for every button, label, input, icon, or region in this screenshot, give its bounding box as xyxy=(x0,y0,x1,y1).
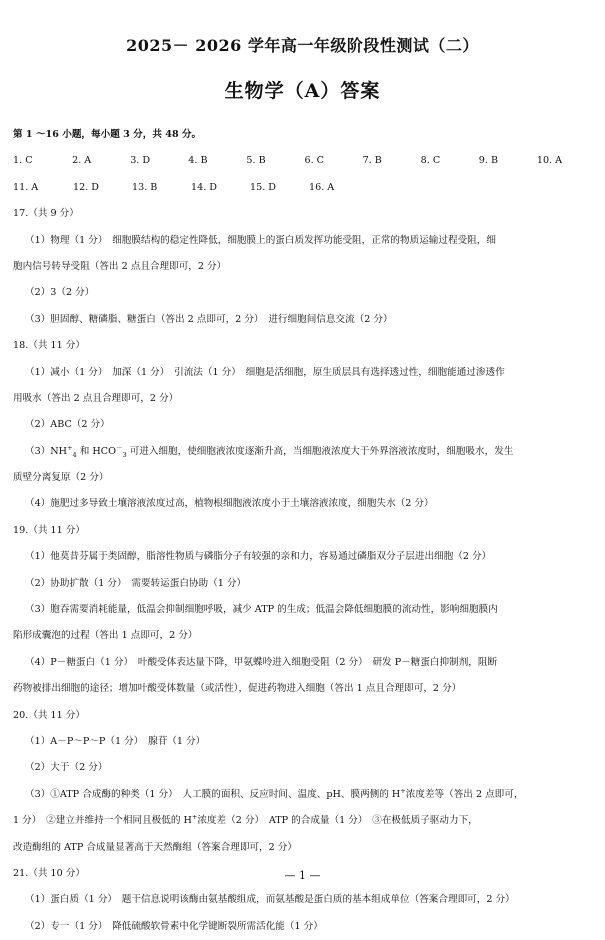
q18-line: （2）ABC（2 分） xyxy=(25,419,110,431)
mc-answer: 11. A xyxy=(13,181,39,193)
mc-answer: 15. D xyxy=(250,181,276,193)
q19-line: 药物被排出细胞的途径；增加叶酸受体数量（或活性），促进药物进入细胞（答出 1 点且合理即可，2 分） xyxy=(13,683,462,695)
q20-heading: 20.（共 11 分） xyxy=(13,709,85,721)
mc-answer: 12. D xyxy=(73,181,99,193)
ion-charge: + xyxy=(191,812,198,821)
q17-heading: 17.（共 9 分） xyxy=(13,208,79,220)
q17-line: （2）3（2 分） xyxy=(25,287,95,299)
q19-line: （4）P－糖蛋白（1 分） 叶酸受体表达量下降，甲氨蝶呤进入细胞受阻（2 分） 研发 P－糖蛋白抑制剂，阻断 xyxy=(25,656,498,668)
q17-line: （3）胆固醇、糖磷脂、糖蛋白（答出 2 点即可，2 分） 进行细胞间信息交流（2 分） xyxy=(25,313,393,325)
q20-text: 1 分） ②建立并维持一个相同且极低的 H xyxy=(13,815,192,827)
q21-line: （2）专一（1 分） 降低硫酸软骨素中化学键断裂所需活化能（1 分） xyxy=(25,920,323,932)
q19-heading: 19.（共 11 分） xyxy=(13,524,85,536)
mc-answer: 8. C xyxy=(420,155,441,167)
q19-line: （1）他莫昔芬属于类固醇，脂溶性物质与磷脂分子有较强的亲和力，容易通过磷脂双分子层进出细胞（2 分） xyxy=(25,551,492,563)
ion-charge: + xyxy=(67,443,73,452)
mc-answer: 4. B xyxy=(188,155,208,167)
q18-heading: 18.（共 11 分） xyxy=(13,340,85,352)
q19-line: （2）协助扩散（1 分） 需要转运蛋白协助（1 分） xyxy=(25,577,247,589)
mc-answer: 16. A xyxy=(309,181,335,193)
mc-answer: 7. B xyxy=(362,155,382,167)
exam-title: 2025－ 2026 学年高一年级阶段性测试（二） xyxy=(126,36,479,55)
q19-line: 陷形成囊泡的过程（答出 1 点即可，2 分） xyxy=(13,630,198,642)
ion-subscript: 3 xyxy=(122,450,127,459)
q20-text: 浓度差等（答出 2 点即可， xyxy=(405,788,524,800)
mc-answer: 9. B xyxy=(478,155,499,167)
q17-line: （1）物理（1 分） 细胞膜结构的稳定性降低，细胞膜上的蛋白质发挥功能受阻，正常的物质运输过程受阻，细 xyxy=(25,234,496,246)
ion-subscript: 4 xyxy=(72,450,77,459)
mc-answer: 3. D xyxy=(130,155,151,167)
q18-line: （1）减小（1 分） 加深（1 分） 引流法（1 分） 细胞是活细胞，原生质层具有选择透过性，细胞能通过渗透作 xyxy=(25,366,505,378)
q17-line: 胞内信号转导受阻（答出 2 点且合理即可，2 分） xyxy=(13,260,227,272)
q18-text: 可进入细胞，使细胞液浓度逐渐升高，当细胞液浓度大于外界溶液浓度时，细胞吸水，发生 xyxy=(129,445,514,457)
q20-line-formula xyxy=(13,782,595,808)
mc-answer: 1. C xyxy=(13,155,33,167)
q20-line: （1）A－P～P～P（1 分） 腺苷（1 分） xyxy=(25,735,206,747)
answer-content xyxy=(13,122,595,940)
mc-row-1 xyxy=(13,148,595,174)
q18-line: 用吸水（答出 2 点且合理即可，2 分） xyxy=(13,392,179,404)
q21-heading: 21.（共 10 分） xyxy=(13,867,85,879)
q21-line: （1）蛋白质（1 分） 题干信息说明该酶由氨基酸组成，而氨基酸是蛋白质的基本组成单位（答案合理即可，2 分） xyxy=(25,894,515,906)
mc-answer: 10. A xyxy=(536,155,563,167)
mc-answer: 5. B xyxy=(246,155,266,167)
q19-line: （3）胞吞需要消耗能量，低温会抑制细胞呼吸，减少 ATP 的生成；低温会降低细胞膜的流动性，影响细胞膜内 xyxy=(25,604,498,616)
q20-text: （3）①ATP 合成酶的种类（1 分） 人工膜的面积、反应时间、温度、pH、膜两侧的 H xyxy=(25,788,401,800)
mc-answer: 6. C xyxy=(304,155,325,167)
mc-answer: 2. A xyxy=(72,155,92,167)
q18-text: 和 HCO xyxy=(79,445,116,457)
subject-answer-title: 生物学（A）答案 xyxy=(224,80,381,102)
q20-line: （2）大于（2 分） xyxy=(25,762,108,774)
ion-charge: － xyxy=(115,443,123,452)
q18-line: （4）施肥过多导致土壤溶液浓度过高，植物根细胞液浓度小于土壤溶液浓度，细胞失水（2 分） xyxy=(25,498,434,510)
mc-answer: 14. D xyxy=(191,181,217,193)
q20-text: 浓度差（2 分） ATP 的合成量（1 分） ③在极低质子驱动力下， xyxy=(197,815,478,827)
q20-line: 改造酶组的 ATP 合成量显著高于天然酶组（答案合理即可，2 分） xyxy=(13,841,297,853)
mc-answer: 13. B xyxy=(132,181,158,193)
page-number: — 1 — xyxy=(284,869,321,882)
mc-intro: 第 1 ～16 小题，每小题 3 分，共 48 分。 xyxy=(13,129,202,140)
ion-charge: + xyxy=(400,786,406,795)
q18-line: 质壁分离复原（2 分） xyxy=(13,472,109,484)
mc-row-2 xyxy=(13,175,595,201)
q20-line-formula xyxy=(13,808,595,834)
q18-text: （3）NH xyxy=(25,445,68,457)
q18-line-formula xyxy=(13,439,595,465)
